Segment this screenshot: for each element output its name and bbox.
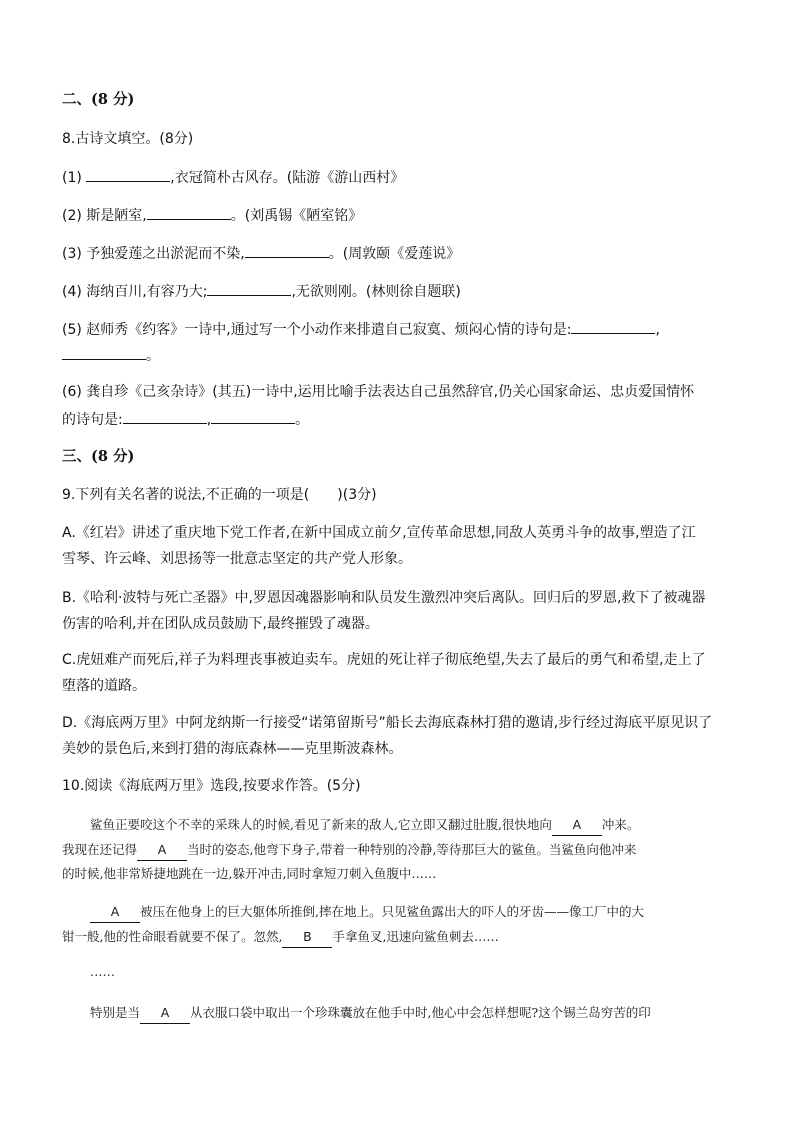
answer-blank[interactable] (207, 280, 291, 296)
answer-blank[interactable] (245, 242, 329, 258)
q10-title: 10.阅读《海底两万里》选段,按要求作答。(5分) (62, 778, 361, 794)
item-number: (3) (62, 246, 82, 262)
item-text: , (655, 322, 660, 338)
answer-blank[interactable] (86, 166, 170, 182)
item-text: 赵师秀《约客》一诗中,通过写一个小动作来排遣自己寂寞、烦闷心情的诗句是: (86, 322, 572, 338)
passage-paragraph-2-line-2: 钳一般,他的性命眼看就要不保了。忽然, B 手拿鱼叉,迅速向鲨鱼刺去…… (62, 927, 738, 948)
q8-item-3 (62, 242, 732, 264)
item-text: ,衣冠简朴古风存。(陆游《游山西村》 (170, 170, 405, 186)
item-text: 。(周敦颐《爱莲说》 (328, 246, 461, 262)
q8-item-1 (62, 166, 732, 188)
blank-a: A (140, 1003, 190, 1024)
passage-paragraph-1-line-2: 我现在还记得 A 当时的姿态,他弯下身子,带着一种特别的冷静,等待那巨大的鲨鱼。当鲨鱼向他冲来 (62, 840, 738, 861)
item-text: 海纳百川,有容乃大; (86, 284, 208, 300)
q8-item-4 (62, 280, 732, 302)
passage-paragraph-1-line-3: 的时候,他非常矫捷地跳在一边,躲开冲击,同时拿短刀刺入鱼腹中…… (62, 866, 437, 881)
q8-title: 8.古诗文填空。(8分) (62, 131, 194, 147)
q8-item-6-cont (62, 408, 732, 430)
item-text: 予独爱莲之出淤泥而不染, (86, 246, 245, 262)
q9-option-a-line-2: 雪琴、许云峰、刘思扬等一批意志坚定的共产党人形象。 (62, 551, 412, 567)
passage-ellipsis: …… (90, 964, 115, 979)
item-text: 。 (146, 348, 160, 364)
q8-item-2 (62, 204, 732, 226)
q9-option-b-line-1: B.《哈利·波特与死亡圣器》中,罗恩因魂器影响和队员发生激烈冲突后离队。回归后的罗恩,救下了被魂器 (62, 590, 706, 606)
section-two-heading: 二、(8 分) (62, 91, 135, 108)
blank-b: B (282, 927, 332, 948)
q9-option-b-line-2: 伤害的哈利,并在团队成员鼓励下,最终摧毁了魂器。 (62, 616, 379, 632)
q8-item-5-cont (62, 344, 732, 366)
item-text: 斯是陋室, (86, 208, 147, 224)
q8-item-6 (62, 382, 732, 402)
answer-blank[interactable] (211, 408, 295, 424)
blank-a: A (137, 840, 187, 861)
item-number: (6) (62, 384, 82, 400)
passage-paragraph-3-line-1: 特别是当 A 从衣服口袋中取出一个珍珠囊放在他手中时,他心中会怎样想呢?这个锡兰岛穷苦的印 (62, 1003, 738, 1024)
item-text: , (206, 412, 212, 428)
item-number: (1) (62, 170, 82, 186)
answer-blank[interactable] (123, 408, 207, 424)
passage-paragraph-2-line-1: A 被压在他身上的巨大躯体所推倒,摔在地上。只见鲨鱼露出大的吓人的牙齿——像工厂中的大 (62, 902, 738, 923)
item-number: (2) (62, 208, 82, 224)
item-text: 。(刘禹锡《陋室铭》 (230, 208, 363, 224)
q9-title: 9.下列有关名著的说法,不正确的一项是( )(3分) (62, 487, 377, 503)
q9-option-c-line-1: C.虎妞难产而死后,祥子为料理丧事被迫卖车。虎妞的死让祥子彻底绝望,失去了最后的勇气和希望,走上了 (62, 652, 706, 668)
item-number: (5) (62, 322, 82, 338)
item-text: 。 (295, 412, 310, 428)
q9-option-c-line-2: 堕落的道路。 (62, 678, 146, 694)
q8-item-5 (62, 318, 732, 340)
answer-blank[interactable] (571, 318, 655, 334)
q9-option-a-line-1: A.《红岩》讲述了重庆地下党工作者,在新中国成立前夕,宣传革命思想,同敌人英勇斗争的故事,塑造了江 (62, 525, 696, 541)
q9-option-d-line-2: 美妙的景色后,来到打猎的海底森林——克里斯波森林。 (62, 741, 403, 757)
item-text: 龚自珍《己亥杂诗》(其五)一诗中,运用比喻手法表达自己虽然辞官,仍关心国家命运、忠贞爱国情怀 (86, 384, 695, 400)
answer-blank[interactable] (147, 204, 231, 220)
passage-paragraph-1-line-1: 鲨鱼正要咬这个不幸的采珠人的时候,看见了新来的敌人,它立即又翻过肚腹,很快地向 A 冲来。 (62, 815, 738, 836)
section-three-heading: 三、(8 分) (62, 448, 135, 465)
item-number: (4) (62, 284, 82, 300)
item-text: 的诗句是: (62, 412, 123, 428)
blank-a: A (552, 815, 602, 836)
item-text: ,无欲则刚。(林则徐自题联) (291, 284, 461, 300)
q9-option-d-line-1: D.《海底两万里》中阿龙纳斯一行接受“诺第留斯号”船长去海底森林打猎的邀请,步行经过海底平原见识了 (62, 715, 713, 731)
answer-blank[interactable] (62, 344, 146, 360)
blank-a: A (90, 902, 140, 923)
